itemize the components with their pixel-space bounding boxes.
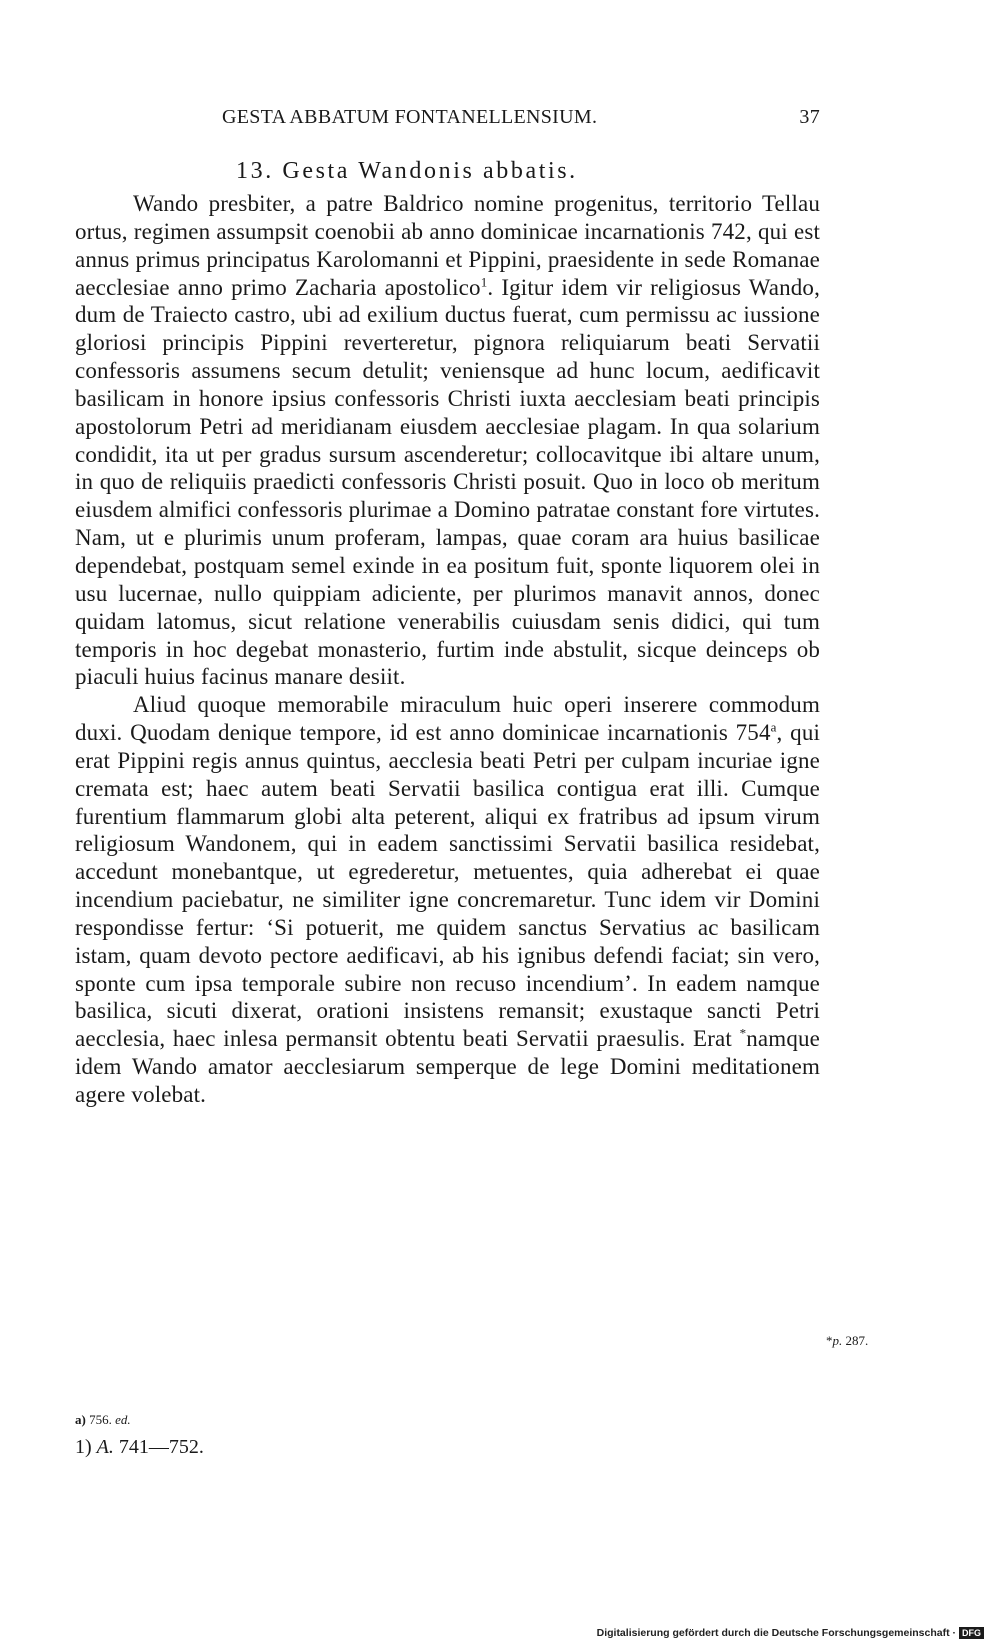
digitization-credit: Digitalisierung gefördert durch die Deutsche Forschungsgemeinschaft · DFG (597, 1627, 984, 1639)
paragraph-1: Wando presbiter, a patre Baldrico nomine progenitus, territorio Tellau ortus, regimen assumpsit coenobii ab anno dominicae incarnationis 742, qui est annus primus principatus Karolomanni et Pippini, praesidente in sede Romanae aecclesiae anno primo Zacharia apostolico$^1$. Igitur idem vir religiosus Wando, dum de Traiecto castro, ubi ad exilium ductus fuerat, cum permissu ac iussione gloriosi principis Pippini reverteretur, pignora reliquiarum beati Servatii confessoris assumens secum detulit; veniensque ad hunc locum, aedificavit basilicam in honore ipsius confessoris Christi iuxta aecclesiam beati principis apostolorum Petri ad meridianam eiusdem aecclesiae plagam. In qua solarium condidit, ita ut per gradus sursum ascenderetur; collocavitque ibi altare unum, in quo de reliquiis praedicti confessoris Christi posuit. Quo in loco ob meritum eiusdem almifici confessoris plurimae a Domino patratae constant fore virtutes. Nam, ut e plurimis unum proferam, lampas, quae coram ara huius basilicae dependebat, postquam semel exinde in ea positum fuit, sponte liquorem olei in usu lucernae, nullo quippiam adiciente, per plurimos manavit annos, donec quidam latomus, sicut relatione venerabilis cuiusdam senis didici, qui tum temporis in hoc degebat monasterio, furtim inde abstulit, sicque deinceps ob piaculi huius facinus manare desiit. (75, 191, 820, 690)
margin-page-note: *p. 287. (826, 1333, 869, 1348)
page-break-marker: * (739, 1025, 747, 1041)
footnote-ref-1[interactable]: 1 (480, 273, 488, 289)
body-text (75, 190, 820, 1109)
footnote-ref-a[interactable]: a (770, 719, 777, 735)
dfg-logo: DFG (959, 1627, 984, 1639)
footnote-1: 1) A. 741—752. (75, 1436, 204, 1458)
running-header (75, 106, 820, 138)
section-title: 13. Gesta Wandonis abbatis. (236, 158, 578, 184)
paragraph-2: Aliud quoque memorabile miraculum huic operi inserere commodum duxi. Quodam denique tempore, id est anno dominicae incarnationis 754$^a$, qui erat Pippini regis annus quintus, aecclesia beati Petri per culpam incuriae igne cremata est; haec autem beati Servatii basilica contigua erat illi. Cumque furentium flammarum globi alta peterent, aliqui ex fratribus ad ipsum virum religiosum Wandonem, qui in eadem sanctissimi Servatii basilica residebat, accedunt monebantque, ut egrederetur, metuentes, quia adherebat ei quae incendium paciebatur, ne similiter igne concremaretur. Tunc idem vir Domini respondisse fertur: ‘Si potuerit, me quidem sanctus Servatius ac basilicam istam, quam devoto pectore aedificavi, ab his ignibus defendi faciat; sin vero, sponte cum ipsa temporale subire non recuso incendium’. In eadem namque basilica, sicuti dixerat, orationi insistens remansit; exustaque sancti Petri aecclesia, haec inlesa permansit obtentu beati Servatii praesulis. Erat *namque idem Wando amator aecclesiarum semperque de lege Domini meditationem agere volebat. (75, 692, 821, 1107)
page-number: 37 (799, 106, 820, 128)
footnote-a: a) 756. ed. (75, 1412, 131, 1427)
running-title: GESTA ABBATUM FONTANELLENSIUM. (222, 106, 598, 128)
